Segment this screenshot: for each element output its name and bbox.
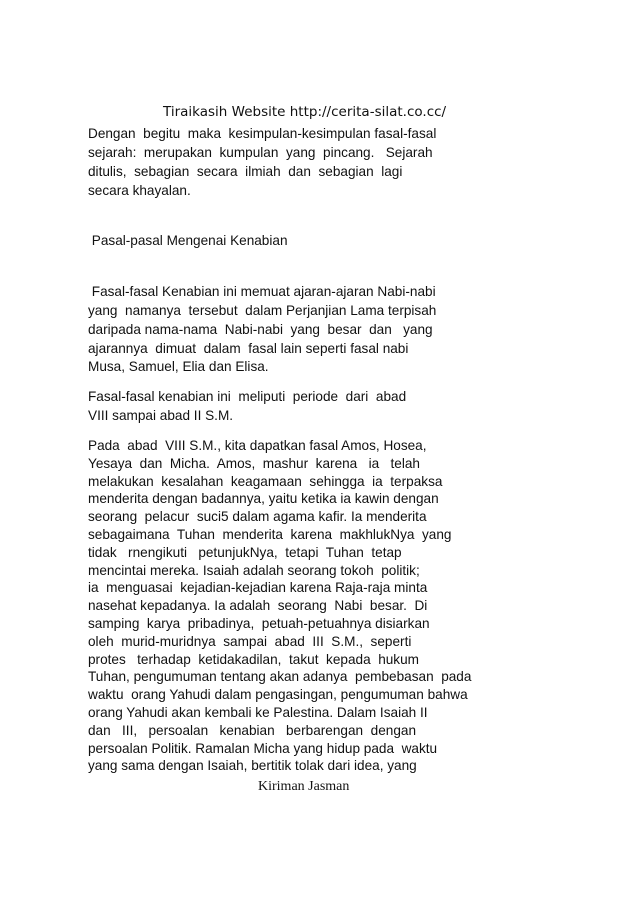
text-line: sebagaimana Tuhan menderita karena makhlukNya yang bbox=[88, 527, 452, 542]
text-line: yang sama dengan Isaiah, bertitik tolak dari idea, yang bbox=[88, 758, 417, 774]
text-line: daripada nama-nama Nabi-nabi yang besar dan yang bbox=[88, 322, 433, 337]
text-line: Dengan begitu maka kesimpulan-kesimpulan fasal-fasal bbox=[88, 126, 437, 141]
text-line: Fasal-fasal kenabian ini meliputi periode dari abad bbox=[88, 389, 407, 404]
text-line: dan III, persoalan kenabian berbarengan dengan bbox=[88, 722, 417, 738]
text-line: sejarah: merupakan kumpulan yang pincang. Sejarah bbox=[88, 145, 433, 160]
text-line: nasehat kepadanya. Ia adalah seorang Nabi besar. Di bbox=[88, 598, 428, 614]
page-header: Tiraikasih Website http://cerita-silat.co.cc/ bbox=[163, 104, 447, 120]
text-line: samping karya pribadinya, petuah-petuahnya disiarkan bbox=[88, 616, 430, 631]
text-line: oleh murid-muridnya sampai abad III S.M., seperti bbox=[88, 633, 412, 649]
text-line: melakukan kesalahan keagamaan sehingga ia terpaksa bbox=[88, 473, 443, 489]
text-line: tidak rnengikuti petunjukNya, tetapi Tuhan tetap bbox=[88, 544, 402, 560]
text-line: secara khayalan. bbox=[88, 183, 191, 198]
text-line: ajarannya dimuat dalam fasal lain seperti fasal nabi bbox=[88, 341, 409, 356]
text-line: ia menguasai kejadian-kejadian karena Raja-raja minta bbox=[88, 580, 428, 596]
text-line: Tuhan, pengumuman tentang akan adanya pembebasan pada bbox=[88, 669, 472, 685]
text-line: menderita dengan badannya, yaitu ketika ia kawin dengan bbox=[88, 491, 439, 507]
text-line: Musa, Samuel, Elia dan Elisa. bbox=[88, 359, 269, 374]
text-line: ditulis, sebagian secara ilmiah dan sebagian lagi bbox=[88, 164, 403, 179]
text-line: protes terhadap ketidakadilan, takut kepada hukum bbox=[88, 651, 419, 667]
text-line: VIII sampai abad II S.M. bbox=[88, 408, 234, 423]
text-line: waktu orang Yahudi dalam pengasingan, pengumuman bahwa bbox=[88, 687, 468, 703]
section-heading: Pasal-pasal Mengenai Kenabian bbox=[88, 233, 288, 248]
text-line: Yesaya dan Micha. Amos, mashur karena ia telah bbox=[88, 455, 420, 471]
page-footer: Kiriman Jasman bbox=[258, 779, 350, 794]
text-line: mencintai mereka. Isaiah adalah seorang tokoh politik; bbox=[88, 562, 420, 578]
text-line: persoalan Politik. Ramalan Micha yang hidup pada waktu bbox=[88, 740, 438, 756]
text-line: orang Yahudi akan kembali ke Palestina. Dalam Isaiah II bbox=[88, 705, 428, 720]
text-line: yang namanya tersebut dalam Perjanjian Lama terpisah bbox=[88, 303, 437, 318]
text-line: seorang pelacur suci5 dalam agama kafir. Ia menderita bbox=[88, 509, 427, 525]
text-line: Fasal-fasal Kenabian ini memuat ajaran-ajaran Nabi-nabi bbox=[88, 284, 436, 299]
text-line: Pada abad VIII S.M., kita dapatkan fasal Amos, Hosea, bbox=[88, 438, 427, 453]
